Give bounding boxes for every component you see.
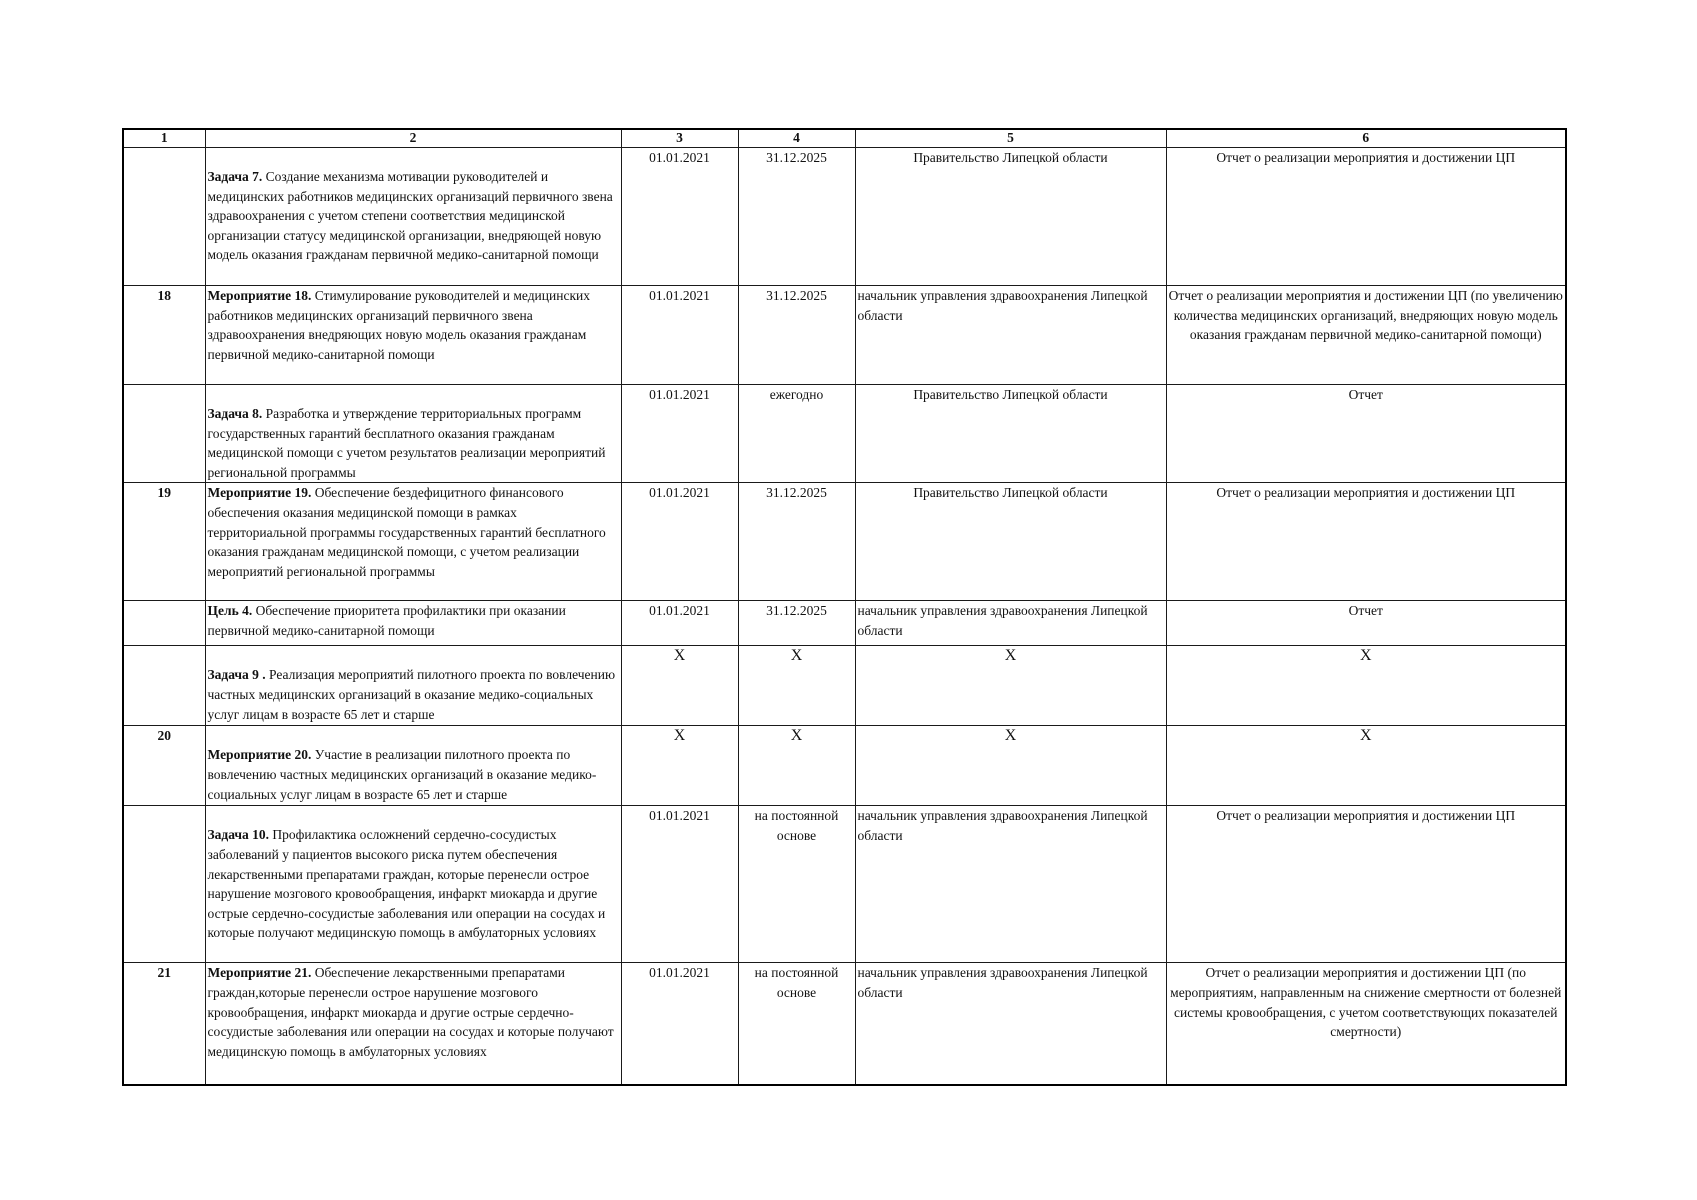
header-col-1: 1 [123, 129, 205, 148]
row-responsible: X [855, 726, 1166, 806]
table-row [123, 286, 1566, 385]
row-description [205, 806, 621, 963]
row-text: Обеспечение бездефицитного финансового обеспечения оказания медицинской помощи в рамках территориальной программы государственных гарантий бесплатного оказания гражданам медицинской помощи, с учетом реализации мероприятий региональной программы [207, 485, 606, 579]
row-text: Профилактика осложнений сердечно-сосудистых заболеваний у пациентов высокого риска путем обеспечения лекарственными препаратами граждан, которые перенесли острое нарушение мозгового кровообращения, инфаркт миокарда и другие острые сердечно-сосудистые заболевания или операции на сосудах и которые получают медицинскую помощь в амбулаторных условиях [207, 827, 606, 941]
row-text: Создание механизма мотивации руководителей и медицинских работников медицинских организаций первичного звена здравоохранения с учетом степени соответствия медицинской организации статусу медицинской организации, внедряющей новую модель оказания гражданам первичной медико-санитарной помощи [207, 169, 613, 263]
row-end-date: 31.12.2025 [738, 601, 855, 646]
row-description [205, 483, 621, 601]
row-text: Обеспечение приоритета профилактики при оказании первичной медико-санитарной помощи [207, 603, 566, 638]
row-lead: Мероприятие 21. [207, 965, 312, 981]
row-end-date: X [738, 726, 855, 806]
row-lead: Мероприятие 18. [207, 288, 312, 303]
row-result: Отчет [1166, 601, 1566, 646]
row-lead: Цель 4. [207, 603, 253, 619]
row-responsible: Правительство Липецкой области [855, 148, 1166, 286]
row-end-date: на постоянной основе [738, 963, 855, 1085]
table-row [123, 726, 1566, 806]
row-result: Отчет о реализации мероприятия и достижении ЦП [1166, 148, 1566, 286]
row-number: 21 [123, 963, 205, 1085]
row-start-date: 01.01.2021 [621, 806, 738, 963]
row-responsible: начальник управления здравоохранения Липецкой области [855, 601, 1166, 646]
row-text: Разработка и утверждение территориальных программ государственных гарантий бесплатного оказания гражданам медицинской помощи с учетом результатов реализации мероприятий региональной программы [207, 406, 606, 480]
row-lead: Задача 7. [207, 169, 263, 184]
row-description [205, 286, 621, 385]
header-col-5: 5 [855, 129, 1166, 148]
row-start-date: X [621, 646, 738, 726]
row-start-date: X [621, 726, 738, 806]
row-end-date: 31.12.2025 [738, 148, 855, 286]
row-responsible: Правительство Липецкой области [855, 385, 1166, 483]
row-number [123, 806, 205, 963]
row-description [205, 646, 621, 726]
row-description [205, 726, 621, 806]
row-start-date: 01.01.2021 [621, 385, 738, 483]
activities-table [122, 128, 1567, 1086]
row-start-date: 01.01.2021 [621, 148, 738, 286]
row-result: X [1166, 726, 1566, 806]
row-responsible: начальник управления здравоохранения Липецкой области [855, 286, 1166, 385]
column-number-header [123, 129, 1566, 148]
row-result: Отчет о реализации мероприятия и достижении ЦП (по увеличению количества медицинских организаций, внедряющих новую модель оказания гражданам первичной медико-санитарной помощи) [1166, 286, 1566, 385]
row-start-date: 01.01.2021 [621, 483, 738, 601]
row-start-date: 01.01.2021 [621, 963, 738, 1085]
row-description [205, 963, 621, 1085]
row-text: Стимулирование руководителей и медицинских работников медицинских организаций первичного звена здравоохранения внедряющих новую модель оказания гражданам первичной медико-санитарной помощи [207, 288, 590, 362]
row-description [205, 148, 621, 286]
row-description [205, 601, 621, 646]
table-row [123, 483, 1566, 601]
row-result: Отчет [1166, 385, 1566, 483]
row-end-date: 31.12.2025 [738, 286, 855, 385]
row-lead: Задача 10. [207, 827, 270, 843]
row-lead: Мероприятие 19. [207, 485, 312, 501]
row-responsible: начальник управления здравоохранения Липецкой области [855, 806, 1166, 963]
row-text: Реализация мероприятий пилотного проекта по вовлечению частных медицинских организаций в оказание медико-социальных услуг лицам в возрасте 65 лет и старше [207, 667, 616, 722]
row-end-date: X [738, 646, 855, 726]
row-result: Отчет о реализации мероприятия и достижении ЦП [1166, 806, 1566, 963]
row-responsible: Правительство Липецкой области [855, 483, 1166, 601]
row-responsible: начальник управления здравоохранения Липецкой области [855, 963, 1166, 1085]
row-lead: Задача 9 . [207, 667, 266, 683]
row-responsible: X [855, 646, 1166, 726]
row-start-date: 01.01.2021 [621, 601, 738, 646]
row-number: 20 [123, 726, 205, 806]
row-number [123, 646, 205, 726]
row-number [123, 148, 205, 286]
table-row [123, 806, 1566, 963]
row-text: Обеспечение лекарственными препаратами граждан,которые перенесли острое нарушение мозгового кровообращения, инфаркт миокарда и другие острые сердечно-сосудистые заболевания или операции на сосудах и которые получают медицинскую помощь в амбулаторных условиях [207, 965, 614, 1059]
table-row [123, 148, 1566, 286]
table-row [123, 963, 1566, 1085]
row-end-date: 31.12.2025 [738, 483, 855, 601]
table-row [123, 646, 1566, 726]
row-result: X [1166, 646, 1566, 726]
table-row [123, 385, 1566, 483]
row-number: 18 [123, 286, 205, 385]
row-start-date: 01.01.2021 [621, 286, 738, 385]
table-row [123, 601, 1566, 646]
header-col-2: 2 [205, 129, 621, 148]
row-end-date: на постоянной основе [738, 806, 855, 963]
row-number: 19 [123, 483, 205, 601]
header-col-3: 3 [621, 129, 738, 148]
row-result: Отчет о реализации мероприятия и достижении ЦП [1166, 483, 1566, 601]
row-lead: Мероприятие 20. [207, 747, 312, 763]
row-end-date: ежегодно [738, 385, 855, 483]
row-number [123, 601, 205, 646]
row-result: Отчет о реализации мероприятия и достижении ЦП (по мероприятиям, направленным на снижение смертности от болезней системы кровообращения, с учетом соответствующих показателей смертности) [1166, 963, 1566, 1085]
row-lead: Задача 8. [207, 406, 263, 421]
row-number [123, 385, 205, 483]
row-text: Участие в реализации пилотного проекта по вовлечению частных медицинских организаций в оказание медико-социальных услуг лицам в возрасте 65 лет и старше [207, 747, 597, 802]
header-col-6: 6 [1166, 129, 1566, 148]
row-description [205, 385, 621, 483]
header-col-4: 4 [738, 129, 855, 148]
